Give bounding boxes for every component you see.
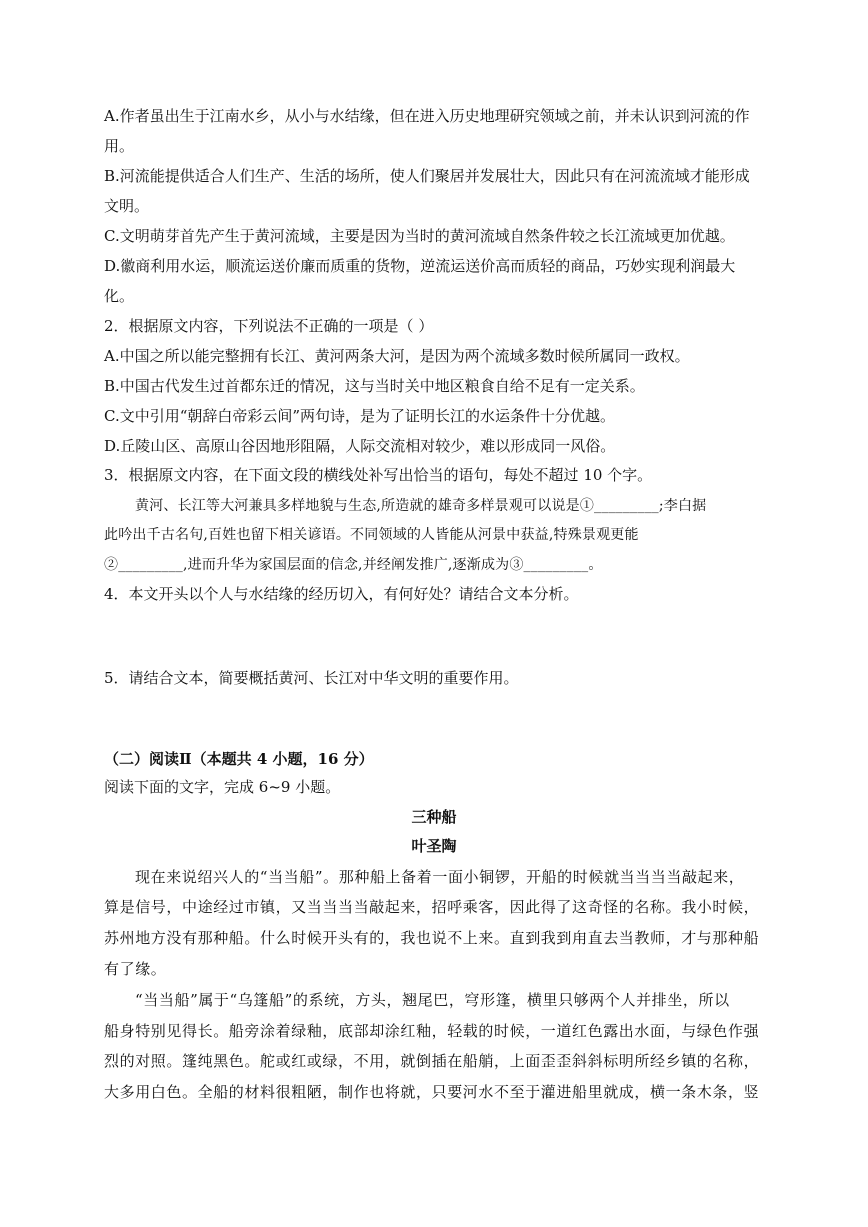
q3-passage-line1: 黄河、长江等大河兼具多样地貌与生态,所造就的雄奇多样景观可以说是①_________;李白据 bbox=[135, 498, 707, 514]
q1-option-d-line1: D.徽商利用水运，顺流运送价廉而质重的货物，逆流运送价高而质轻的商品，巧妙实现利润最大 bbox=[104, 257, 736, 275]
q5-stem: 5．请结合文本，简要概括黄河、长江对中华文明的重要作用。 bbox=[104, 669, 519, 687]
passage-p1-line3: 苏州地方没有那种船。什么时候开头有的，我也说不上来。直到我到甪直去当教师，才与那种船 bbox=[104, 929, 760, 947]
passage-p1-line2: 算是信号，中途经过市镇，又当当当当敲起来，招呼乘客，因此得了这奇怪的名称。我小时候， bbox=[104, 898, 760, 916]
passage-p1-line1: 现在来说绍兴人的“当当船”。那种船上备着一面小铜锣，开船的时候就当当当当敲起来， bbox=[135, 868, 745, 886]
section-instruction: 阅读下面的文字，完成 6~9 小题。 bbox=[104, 778, 341, 796]
q1-option-d-line2: 化。 bbox=[104, 287, 135, 305]
q2-stem: 2．根据原文内容，下列说法不正确的一项是（ ） bbox=[104, 317, 434, 335]
q1-option-b-line1: B.河流能提供适合人们生产、生活的场所，使人们聚居并发展壮大，因此只有在河流流域才能形成 bbox=[104, 167, 750, 185]
q3-passage-line2: 此吟出千古名句,百姓也留下相关谚语。不同领域的人皆能从河景中获益,特殊景观更能 bbox=[104, 527, 639, 543]
passage-author: 叶圣陶 bbox=[411, 837, 457, 855]
q1-option-a-line1: A.作者虽出生于江南水乡，从小与水结缘，但在进入历史地理研究领域之前，并未认识到河流的作 bbox=[104, 107, 750, 125]
q2-option-b: B.中国古代发生过首都东迁的情况，这与当时关中地区粮食自给不足有一定关系。 bbox=[104, 377, 645, 395]
q4-stem: 4．本文开头以个人与水结缘的经历切入，有何好处？请结合文本分析。 bbox=[104, 585, 579, 603]
q1-option-c: C.文明萌芽首先产生于黄河流域，主要是因为当时的黄河流域自然条件较之长江流域更加优越。 bbox=[104, 227, 735, 245]
q2-option-d: D.丘陵山区、高原山谷因地形阻隔，人际交流相对较少，难以形成同一风俗。 bbox=[104, 437, 616, 455]
q3-passage-line3: ②_________,进而升华为家国层面的信念,并经阐发推广,逐渐成为③_________。 bbox=[104, 557, 603, 573]
q3-stem: 3．根据原文内容，在下面文段的横线处补写出恰当的语句，每处不超过 10 个字。 bbox=[104, 466, 653, 484]
passage-p2-line4: 大多用白色。全船的材料很粗陋，制作也将就，只要河水不至于灌进船里就成，横一条木条，竖 bbox=[104, 1083, 760, 1101]
q2-option-a: A.中国之所以能完整拥有长江、黄河两条大河，是因为两个流域多数时候所属同一政权。 bbox=[104, 347, 690, 365]
q1-option-b-line2: 文明。 bbox=[104, 197, 150, 215]
passage-p2-line3: 烈的对照。篷纯黑色。舵或红或绿，不用，就倒插在船艄，上面歪歪斜斜标明所经乡镇的名称， bbox=[104, 1052, 760, 1070]
passage-p2-line2: 船身特别见得长。船旁涂着绿釉，底部却涂红釉，轻载的时候，一道红色露出水面，与绿色作强 bbox=[104, 1022, 760, 1040]
q1-option-a-line2: 用。 bbox=[104, 137, 135, 155]
section-heading: （二）阅读Ⅱ（本题共 4 小题，16 分） bbox=[104, 750, 374, 768]
q2-option-c: C.文中引用“朝辞白帝彩云间”两句诗，是为了证明长江的水运条件十分优越。 bbox=[104, 407, 616, 425]
passage-title: 三种船 bbox=[411, 808, 457, 826]
passage-p2-line1: “当当船”属于“乌篷船”的系统，方头，翘尾巴，穹形篷，横里只够两个人并排坐，所以 bbox=[135, 991, 730, 1009]
passage-p1-line4: 有了缘。 bbox=[104, 960, 167, 978]
